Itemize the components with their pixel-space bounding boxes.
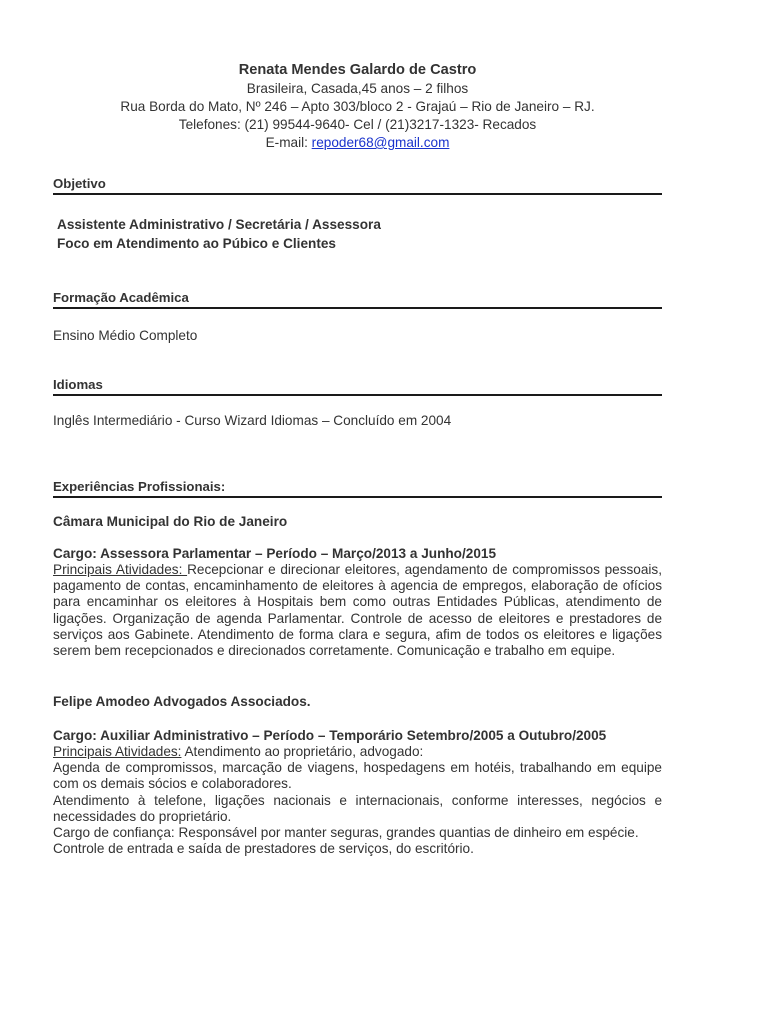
job1-atividades-text: Recepcionar e direcionar eleitores, agendamento de compromissos pessoais, pagamento de contas, encaminhamento de eleitores à agencia de empregos, elaboração de ofícios para encaminhar os eleitores à Hospitais bem como outras Entidades Públicas, atendimento de ligações. Organização de agenda Parlamentar. Controle de acesso de eleitores e prestadores de serviços aos Gabinete. Atendimento de forma clara e segura, afim de todos os eleitores e ligações serem bem recepcionados e direcionados corretamente. Comunicação e trabalho em equipe. (53, 562, 662, 659)
candidate-name: Renata Mendes Galardo de Castro (238, 62, 477, 78)
job1-cargo: Cargo: Assessora Parlamentar – Período – Março/2013 a Junho/2015 (53, 546, 496, 561)
personal-info: Brasileira, Casada,45 anos – 2 filhos (246, 81, 469, 96)
email-label: E-mail: (265, 135, 312, 150)
job1-atividades-label: Principais Atividades: (53, 562, 188, 577)
section-title-formacao: Formação Acadêmica (53, 290, 662, 309)
job1-atividades (53, 562, 662, 659)
job2-paragraph-3: Cargo de confiança: Responsável por manter seguras, grandes quantias de dinheiro em espécie. (53, 825, 639, 841)
job2-atividades-line (53, 744, 662, 760)
job2-company: Felipe Amodeo Advogados Associados. (53, 694, 311, 709)
section-title-idiomas: Idiomas (53, 377, 662, 396)
address: Rua Borda do Mato, Nº 246 – Apto 303/bloco 2 - Grajaú – Rio de Janeiro – RJ. (120, 99, 595, 114)
email-line (53, 134, 662, 152)
job2-cargo: Cargo: Auxiliar Administrativo – Período – Temporário Setembro/2005 a Outubro/2005 (53, 728, 607, 743)
job2-atividades (53, 744, 662, 857)
job2-paragraph-2: Atendimento à telefone, ligações nacionais e internacionais, conforme interesses, negócios e necessidades do proprietário. (53, 792, 662, 824)
objetivo-line-2: Foco em Atendimento ao Púbico e Clientes (57, 236, 336, 251)
objetivo-content (57, 215, 666, 253)
job2-atividades-text: Atendimento ao proprietário, advogado: (181, 744, 424, 759)
idiomas-text: Inglês Intermediário - Curso Wizard Idiomas – Concluído em 2004 (53, 413, 452, 428)
email-link[interactable]: repoder68@gmail.com (311, 135, 450, 150)
resume-header (53, 60, 662, 152)
formacao-text: Ensino Médio Completo (53, 328, 198, 343)
section-title-objetivo: Objetivo (53, 176, 662, 195)
job2-paragraph-4: Controle de entrada e saída de prestadores de serviços, do escritório. (53, 841, 474, 857)
section-title-experiencias: Experiências Profissionais: (53, 479, 662, 498)
objetivo-line-1: Assistente Administrativo / Secretária / Assessora (57, 217, 381, 232)
phones: Telefones: (21) 99544-9640- Cel / (21)3217-1323- Recados (178, 117, 537, 132)
job2-paragraph-1: Agenda de compromissos, marcação de viagens, hospedagens em hotéis, trabalhando em equipe com os demais sócios e colaboradores. (53, 760, 662, 792)
job2-atividades-label: Principais Atividades: (53, 744, 182, 759)
job1-company: Câmara Municipal do Rio de Janeiro (53, 514, 288, 529)
